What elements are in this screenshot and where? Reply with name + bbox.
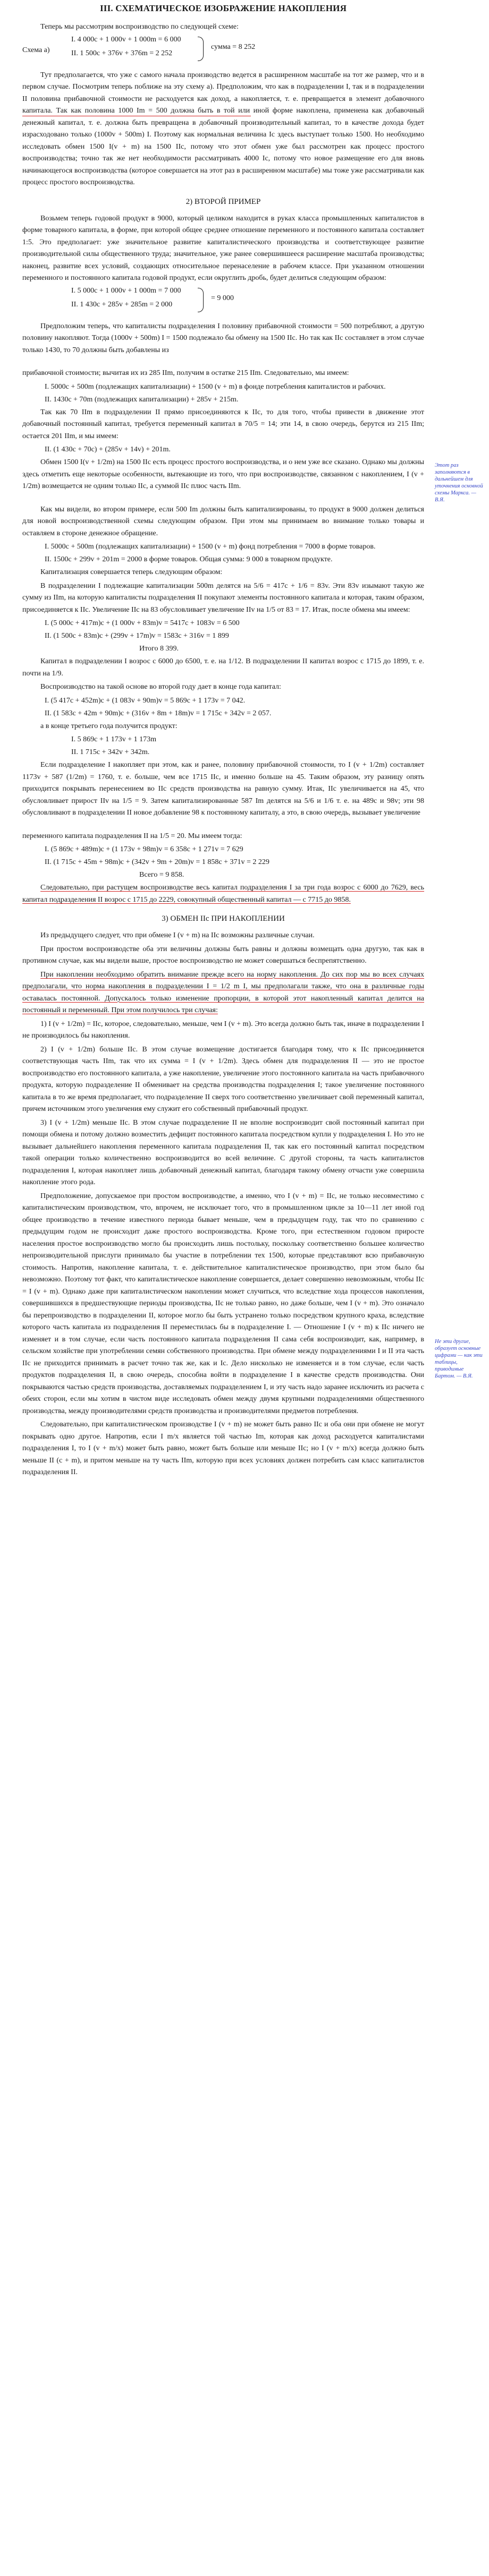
paragraph-4: прибавочной стоимости; вычитая их из 285 IIm, получим в остатке 215 IIm. Следовательно, мы имеем:	[22, 369, 349, 377]
paragraph-6: Обмен 1500 I(v + 1/2m) на 1500 IIc есть процесс простого воспроизводства, и о нем уже все сказано. Однако мы должны здесь отметить еще некоторые особенности, вытекающие из того, что при воспроизводстве, связанном с накоплением, I (v + 1/2m) возмещается не одним только IIc, а суммой IIc плюс часть IIm.	[22, 458, 424, 490]
paragraph-20: 2) I (v + 1/2m) больше IIc. В этом случае возмещение достигается благодаря тому, что к IIc присоединяется соответствующая часть IIm, так что их сумма = I (v + 1/2m). Здесь обмен для подразделения II — это не простое воспроизводство его постоянного капитала, а уже накопление, увеличение этого постоянного капитала на часть прибавочного продукта, которую подразделение II обменивает на средства производства подразделения I; такое увеличение постоянного капитала в то же время предполагает, что подразделение II сверх того соответственно увеличивает свой переменный капитал, причем источником этого увеличения ему служит его собственный прибавочный продукт.	[22, 1045, 424, 1113]
formula-11: I. 5 869c + 1 173v + 1 173m	[71, 735, 157, 743]
section-heading-exchange: 3) ОБМЕН IIc ПРИ НАКОПЛЕНИИ	[162, 914, 285, 923]
formula-12: II. 1 715c + 342v + 342m.	[71, 748, 150, 756]
section-heading-second-example: 2) ВТОРОЙ ПРИМЕР	[186, 197, 261, 206]
margin-note-1: Этот раз заполняются в дальнейшем для уточнения основной схемы Маркса. — В.Я.	[435, 463, 483, 503]
paragraph-22: Предположение, допускаемое при простом воспроизводстве, а именно, что I (v + m) = IIc, не только несовместимо с капиталистическим производством, что, впрочем, не исключает того, что в промышленном цикле за 10—11 лет иной год общее производство в течение известного периода бывает меньше, чем в предыдущем году, так что по сравнению с предыдущим годом не происходит даже простого воспроизводства. Кроме того, при естественном годовом приросте населения простое воспроизводство могло бы происходить лишь постольку, поскольку соответственно большее количество непроизводительной прислуги принимало бы участие в потреблении тех 1500, которые представляют всю прибавочную стоимость. Напротив, накопление капитала, т. е. действительное капиталистическое производство, при этом было бы невозможно. Поэтому тот факт, что капиталистическое накопление совершается, делает совершенно невозможным, чтобы IIc = I (v + m). Однако даже при капиталистическом накоплении может случиться, что вследствие хода процессов накопления, совершившихся в предшествующие периоды производства, IIc не только равно, но даже больше, чем I (v + m). Это означало бы перепроизводство в подразделении II, которое могло бы быть устранено только посредством крупного краха, вследствие которого часть капитала из подразделения II переместилась бы в подразделение I. — Отношение I (v + m) к IIc ничего не изменяет и в том случае, если часть постоянного капитала подразделения II сама себя воспроизводит, как, например, в сельском хозяйстве при употреблении семян собственного производства. При обмене между подразделениями I и II эта часть IIc не приходится принимать в расчет точно так же, как и Ic. Дело нисколько не изменяется и в том случае, если часть продуктов подразделения II, в свою очередь, способна войти в подразделение I в качестве средств производства. Они покрываются частью средств производства, доставляемых подразделением I, и эту часть надо заранее исключить из расчета с обеих сторон, если мы хотим в чистом виде исследовать обмен между двумя крупными подразделениями общественного производства, между производителями средств производства и производителями предметов потребления.	[22, 1192, 424, 1415]
formula-9: I. (5 417c + 452m)c + (1 083v + 90m)v = 5 869c + 1 173v = 7 042.	[45, 696, 246, 705]
paragraph-2: Возьмем теперь годовой продукт в 9000, который целиком находится в руках класса промышленных капиталистов в форме товарного капитала, в форме, при которой общее среднее отношение переменного и постоянного капитала составляет 1:5. Это предполагает: уже значительное развитие капиталистического производства и соответствующее развитие производительной силы общественного труда; значительное, уже ранее совершившееся расширение масштаба производства; наконец, развитие всех условий, создающих относительное перенаселение в рабочем классе. При указанном отношении переменного и постоянного капитала годовой продукт, если округлить дробь, будет делиться следующим образом:	[22, 214, 424, 282]
formula-total-1: Итого 8 399.	[139, 645, 179, 653]
paragraph-5: Так как 70 IIm в подразделении II прямо присоединяются к IIc, то для того, чтобы привести в движение этот добавочный постоянный капитал, требуется переменный капитал в 70/5 = 14; эти 14, в свою очередь, берутся из 215 IIm; остается 201 IIm, и мы имеем:	[22, 408, 424, 440]
formula-7: II. (1 500c + 83m)c + (299v + 17m)v = 1583c + 316v = 1 899	[45, 632, 229, 640]
formula-13: I. (5 869c + 489m)c + (1 173v + 98m)v = 6 358c + 1 271v = 7 629	[45, 845, 243, 853]
paragraph-10: Капитал в подразделении I возрос с 6000 до 6500, т. е. на 1/12. В подразделении II капитал возрос с 1715 до 1899, т. е. почти на 1/9.	[22, 657, 424, 678]
paragraph-13: Если подразделение I накопляет при этом, как и ранее, половину прибавочной стоимости, то I (v + 1/2m) составляет 1173v + 587 (1/2m) = 1760, т. е. больше, чем все 1715 IIc, и именно больше на 45. Таким образом, эту разницу опять приходится покрывать перенесением во IIc средств производства на равную сумму. Итак, IIc увеличивается на 45, что обусловливает прирост IIv на 1/5 = 9. Затем капитализированные 587 Im делятся на 5/6 и 1/6 т. е. на 489c и 98v; эти 98 обусловливают в подразделении II новое добавление 98 к постоянному капиталу, а это, в свою очередь, вызывает увеличение	[22, 761, 424, 817]
paragraph-14: переменного капитала подразделения II на 1/5 = 20. Мы имеем тогда:	[22, 832, 242, 840]
paragraph-9: В подразделении I подлежащие капитализации 500m делятся на 5/6 = 417c + 1/6 = 83v. Эти 83v изымают такую же сумму из IIm, на которую капиталисты подразделения II покупают элементы постоянного капитала и которая, таким образом, присоединяется к IIc. Увеличение IIc на 83 обусловливает увеличение IIv на 1/5 от 83 = 17. Итак, после обмена мы имеем:	[22, 581, 424, 614]
page-break	[22, 358, 424, 367]
formula-2: II. 1430c + 70m (подлежащих капитализации) + 285v + 215m.	[45, 395, 239, 404]
page-break	[22, 821, 424, 831]
formula-14: II. (1 715c + 45m + 98m)c + (342v + 9m + 20m)v = 1 858c + 371v = 2 229	[45, 858, 269, 866]
paragraph-23: Следовательно, при капиталистическом производстве I (v + m) не может быть равно IIc и оба они при обмене не могут покрывать одно другое. Напротив, если I m/x является той частью Im, которая как доход расходуется капиталистами подразделения I, то I (v + m/x) может быть равно, может быть больше или меньше IIc; но I (v + m/x) всегда должно быть меньше II (c + m), и притом меньше на ту часть IIm, которую при всех условиях должен потребить сам класс капиталистов подразделения II.	[22, 1420, 424, 1476]
schema-2	[22, 287, 424, 318]
paragraph-18	[22, 969, 424, 1017]
schema-2-row1: I. 5 000c + 1 000v + 1 000m = 7 000	[71, 286, 181, 295]
formula-6: I. (5 000c + 417m)c + (1 000v + 83m)v = 5417c + 1083v = 6 500	[45, 619, 240, 627]
paragraph-8: Капитализация совершается теперь следующим образом:	[40, 568, 223, 576]
paragraph-17: При простом воспроизводстве оба эти величины должны быть равны и должны возмещать одна другую, так как в противном случае, как мы видели выше, простое воспроизводство не может совершаться беспрепятственно.	[22, 945, 424, 965]
formula-5: II. 1500c + 299v + 201m = 2000 в форме товаров. Общая сумма: 9 000 в товарном продукте.	[45, 555, 333, 563]
schema-2-sum: = 9 000	[211, 294, 234, 302]
formula-4: I. 5000c + 500m (подлежащих капитализации) + 1500 (v + m) фонд потребления = 7000 в форме товаров.	[45, 543, 376, 551]
formula-1: I. 5000c + 500m (подлежащих капитализации) + 1500 (v + m) в фонде потребления капиталистов и рабочих.	[45, 382, 386, 391]
content	[22, 3, 424, 1480]
paragraph-3: Предположим теперь, что капиталисты подразделения I половину прибавочной стоимости = 500 потребляют, а другую половину накопляют. Тогда (1000v + 500m) I = 1500 подлежало бы обмену на 1500 IIc. Но так как IIc составляет в этом случае только 1430, то 70 должны быть добавлены из	[22, 322, 424, 354]
paragraph-15	[22, 882, 424, 906]
paragraph-21: 3) I (v + 1/2m) меньше IIc. В этом случае подразделение II не вполне воспроизводит свой постоянный капитал при помощи обмена и потому должно возместить дефицит постоянного капитала посредством купли у подразделения I. Но это не вызывает дальнейшего накопления переменного капитала подразделения II, так как его постоянный капитал посредством такой операции только количественно воспроизводится во всей величине. С другой стороны, та часть капиталистов подразделения I, которая накопляет лишь добавочный денежный капитал, благодаря такому обмену отчасти уже совершила накопление этого рода.	[22, 1118, 424, 1186]
schema-2-row2: II. 1 430c + 285v + 285m = 2 000	[71, 300, 173, 309]
margin-note-2: Не эти другие, образует основные цифрами — как эти таблицы, приводимые Бартом. — В.Я.	[435, 1339, 483, 1379]
brace-icon	[198, 288, 204, 312]
page-break	[22, 494, 424, 504]
formula-total-2: Всего = 9 858.	[139, 871, 184, 879]
schema-a-sum: сумма = 8 252	[211, 42, 256, 51]
schema-a-label: Схема а)	[22, 46, 50, 54]
formula-3: II. (1 430c + 70c) + (285v + 14v) + 201m.	[45, 446, 171, 453]
underlined-growth-summary: Следовательно, при растущем воспроизводстве весь капитал подразделения I за три года возрос с 6000 до 7629, весь капитал подразделения II возрос с 1715 до 2229, совокупный общественный капитал — с 7715 до 9858.	[22, 884, 424, 904]
paragraph-16: Из предыдущего следует, что при обмене I (v + m) на IIc возможны различные случаи.	[40, 931, 315, 939]
brace-icon	[198, 37, 204, 61]
page-title: III. СХЕМАТИЧЕСКОЕ ИЗОБРАЖЕНИЕ НАКОПЛЕНИЯ	[99, 3, 347, 13]
formula-10: II. (1 583c + 42m + 90m)c + (316v + 8m + 18m)v = 1 715c + 342v = 2 057.	[45, 709, 272, 717]
paragraph-intro: Теперь мы рассмотрим воспроизводство по следующей схеме:	[40, 23, 239, 31]
schema-a	[22, 36, 424, 66]
paragraph-1: Тут предполагается, что уже с самого начала производство ведется в расширенном масштабе на тот же размер, что и в первом случае. Посмотрим теперь поближе на эту схему а). Предположим, что как в подразделении I, так и в подразделении II половина прибавочной стоимости не расходуется как доход, а накопляется, т. е. превращается в элемент добавочного капитала. Так как половина 1000 Im = 500 должна быть в той или иной форме накоплена, применена как добавочный денежный капитал, т. е. должна быть превращена в добавочный производительный капитал, то в качестве дохода будет израсходовано только (1000v + 500m) I. Поэтому как нормальная величина Ic здесь выступает только 1500. Но необходимо исследовать обмен 1500 I(v + m) на 1500 IIc, потому что этот обмен уже был рассмотрен как процесс простого воспроизводства; точно так же нет необходимости рассматривать 4000 Ic, потому что новое размещение его для вновь начинающегося воспроизводства (которое совершается на этот раз в расширенном масштабе) мы тоже уже рассматривали как процесс простого воспроизводства.	[22, 71, 424, 186]
paragraph-7: Как мы видели, во втором примере, если 500 Im должны быть капитализированы, то продукт в 9000 должен делиться для новой воспроизводственной схемы следующим образом. При этом мы принимаем во внимание только товары и оставляем в стороне денежное обращение.	[22, 505, 424, 537]
schema-a-row2: II. 1 500c + 376v + 376m = 2 252	[71, 49, 173, 57]
paragraph-11: Воспроизводство на такой основе во второй году дает в конце года капитал:	[40, 683, 281, 691]
paragraph-19: 1) I (v + 1/2m) = IIc, которое, следовательно, меньше, чем I (v + m). Это всегда должно быть так, иначе в подразделении I не производилось бы накопления.	[22, 1020, 424, 1040]
underlined-accumulation-rate: При накоплении необходимо обратить внимание прежде всего на норму накопления. До сих пор мы во всех случаях предполагали, что норма накопления в подразделении I = 1/2 m I, мы предполагали также, что она в различные годы оставалась постоянной. Допускалось только изменение пропорции, в которой этот накопленный капитал делится на постоянный и переменный. При этом получилось три случая:	[22, 970, 424, 1014]
paragraph-12: а в конце третьего года получится продукт:	[40, 722, 178, 730]
schema-a-row1: I. 4 000c + 1 000v + 1 000m = 6 000	[71, 35, 181, 44]
